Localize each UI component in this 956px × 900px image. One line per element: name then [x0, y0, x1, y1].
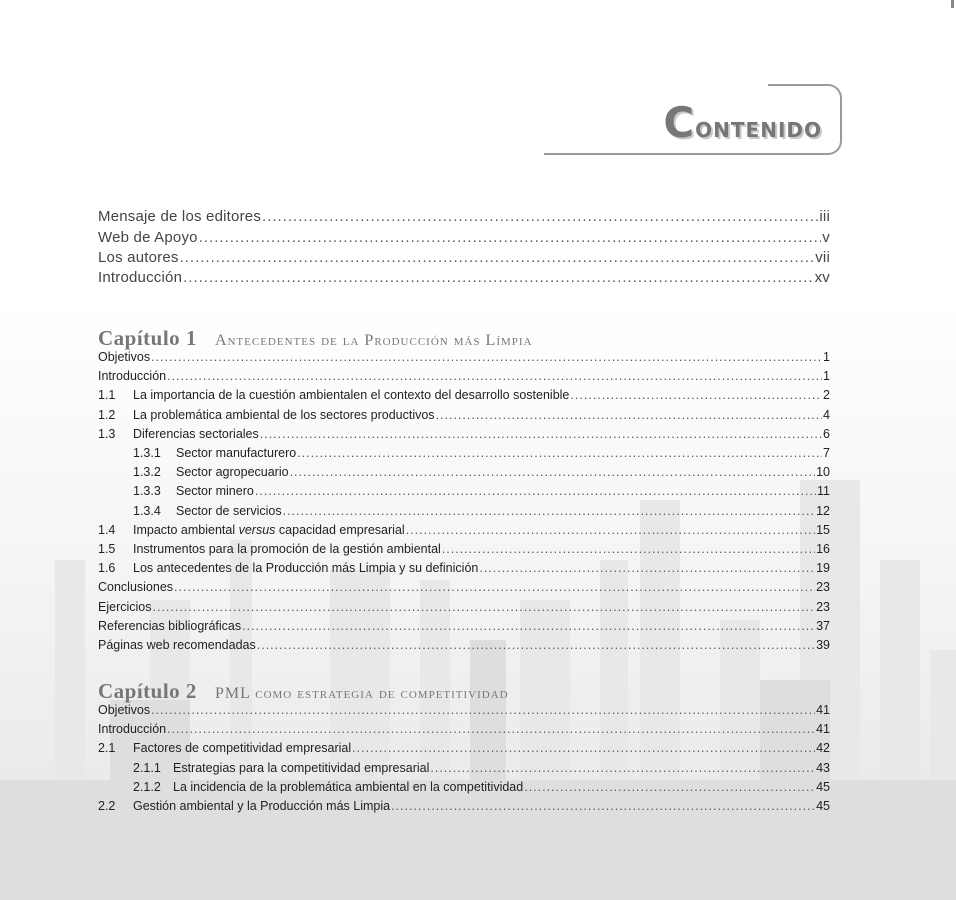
entry-label: La importancia de la cuestión ambientalen el contexto del desarrollo sostenible: [133, 388, 570, 403]
entry-number: 1.5: [98, 542, 116, 556]
entry-number: 2.1.2: [133, 779, 161, 794]
dot-leader: [570, 388, 822, 402]
toc-entry[interactable]: [98, 561, 830, 575]
toc-entry[interactable]: [98, 600, 830, 614]
page-number: 42: [816, 741, 830, 756]
toc-entry[interactable]: [98, 427, 830, 441]
entry-label: Gestión ambiental y la Producción más Limpia: [133, 799, 391, 813]
entry-label: Mensaje de los editores: [98, 208, 262, 225]
entry-label: Web de Apoyo: [98, 229, 198, 246]
dot-leader: [479, 561, 815, 575]
entry-label: Factores de competitividad empresarial: [133, 741, 352, 756]
entry-number: 1.2: [98, 407, 116, 422]
chapter-2-heading: [98, 679, 509, 704]
toc-entry[interactable]: [98, 638, 830, 652]
page-number: xv: [814, 269, 830, 286]
toc-entry[interactable]: [98, 580, 830, 594]
front-matter-item[interactable]: [98, 269, 830, 286]
entry-number: 1.1: [98, 388, 116, 403]
toc-entry[interactable]: [98, 465, 830, 479]
page-number: 41: [816, 703, 830, 717]
dot-leader: [406, 523, 815, 537]
page-number: 6: [823, 426, 830, 441]
entry-label: Objetivos: [98, 350, 151, 364]
dot-leader: [174, 580, 815, 594]
dot-leader: [153, 600, 816, 614]
toc-entry[interactable]: [98, 799, 830, 813]
chapter-2-number: Capítulo 2: [98, 679, 197, 703]
chapter-1-heading: [98, 326, 533, 351]
toc-entry[interactable]: [98, 542, 830, 556]
dot-leader: [180, 249, 815, 266]
page-number: 1: [823, 369, 830, 384]
toc-entry[interactable]: [98, 703, 830, 717]
dot-leader: [167, 722, 815, 736]
entry-number: 1.3: [98, 426, 116, 441]
entry-label: Objetivos: [98, 703, 151, 717]
toc-entry[interactable]: [98, 761, 830, 775]
dot-leader: [297, 446, 822, 460]
chapter-1-title: Antecedentes de la Producción más Límpia: [214, 332, 533, 349]
toc-entry[interactable]: [98, 408, 830, 422]
dot-leader: [391, 799, 815, 813]
page-number: 7: [823, 446, 830, 460]
entry-label: Introducción: [98, 269, 183, 286]
dot-leader: [352, 741, 815, 755]
entry-label: Referencias bibliográficas: [98, 618, 242, 633]
entry-number: 1.3.4: [133, 503, 161, 518]
toc-entry[interactable]: [98, 388, 830, 402]
entry-number: 1.3.2: [133, 465, 161, 480]
entry-number: 2.1.1: [133, 760, 161, 775]
toc-entry[interactable]: [98, 722, 830, 736]
dot-leader: [262, 208, 818, 225]
dot-leader: [199, 229, 822, 246]
entry-label: La problemática ambiental de los sectores productivos: [133, 407, 435, 422]
entry-label: Sector manufacturero: [176, 446, 297, 460]
page-number: 16: [816, 542, 830, 556]
toc-entry[interactable]: [98, 504, 830, 518]
page-number: 41: [816, 722, 830, 737]
page-number: iii: [819, 208, 830, 225]
page-number: 37: [816, 618, 830, 633]
entry-label: Instrumentos para la promoción de la gestión ambiental: [133, 542, 441, 556]
toc-entry[interactable]: [98, 741, 830, 755]
page-number: 15: [816, 522, 830, 537]
page-number: 11: [817, 484, 830, 499]
chapter-1-number: Capítulo 1: [98, 326, 197, 350]
toc-entry[interactable]: [98, 350, 830, 364]
dot-leader: [151, 703, 815, 717]
entry-label: Sector agropecuario: [176, 465, 289, 480]
page-number: v: [822, 229, 830, 246]
entry-label: Introducción: [98, 722, 167, 737]
front-matter-item[interactable]: [98, 229, 830, 246]
dot-leader: [436, 408, 822, 422]
entry-number: 1.4: [98, 522, 116, 537]
chapter-2-title: PML como estrategia de competitividad: [214, 685, 509, 702]
dot-leader: [290, 465, 816, 479]
entry-label: Conclusiones: [98, 580, 174, 595]
entry-label: Introducción: [98, 369, 167, 384]
dot-leader: [524, 780, 815, 794]
entry-number: 1.3.1: [133, 446, 161, 460]
title-frame: [544, 84, 842, 155]
entry-label: Sector de servicios: [176, 503, 282, 518]
entry-number: 2.2: [98, 799, 116, 813]
page-number: 23: [816, 580, 830, 595]
dot-leader: [242, 619, 815, 633]
page-number: 1: [823, 350, 830, 364]
toc-entry[interactable]: [98, 619, 830, 633]
dot-leader: [151, 350, 822, 364]
page-number: 45: [816, 779, 830, 794]
entry-label: Impacto ambiental versus capacidad empresarial: [133, 522, 405, 537]
entry-number: 2.1: [98, 741, 116, 756]
toc-entry[interactable]: [98, 369, 830, 383]
entry-label: Páginas web recomendadas: [98, 638, 256, 652]
dot-leader: [260, 427, 822, 441]
page-number: 45: [816, 799, 830, 813]
toc-entry[interactable]: [98, 484, 830, 498]
page-number: 43: [816, 760, 830, 775]
crop-mark: [951, 0, 954, 8]
page-number: 4: [823, 407, 830, 422]
dot-leader: [430, 761, 815, 775]
page-number: 12: [816, 503, 830, 518]
dot-leader: [257, 638, 815, 652]
entry-number: 1.6: [98, 561, 116, 576]
entry-label: Estrategias para la competitividad empresarial: [173, 760, 430, 775]
entry-label: Sector minero: [176, 484, 254, 499]
page-number: vii: [815, 249, 830, 266]
page-number: 23: [816, 599, 830, 614]
toc-entry[interactable]: [98, 446, 830, 460]
toc-entry[interactable]: [98, 780, 830, 794]
dot-leader: [183, 269, 813, 286]
front-matter-item[interactable]: [98, 249, 830, 266]
entry-label: Ejercicios: [98, 599, 152, 614]
dot-leader: [442, 542, 815, 556]
dot-leader: [255, 484, 816, 498]
front-matter-item[interactable]: [98, 208, 830, 225]
page-number: 2: [823, 388, 830, 403]
toc-entry[interactable]: [98, 523, 830, 537]
dot-leader: [283, 504, 815, 518]
entry-label: La incidencia de la problemática ambiental en la competitividad: [173, 779, 524, 794]
entry-label: Los autores: [98, 249, 179, 266]
entry-label: Los antecedentes de la Producción más Limpia y su definición: [133, 561, 479, 576]
entry-number: 1.3.3: [133, 484, 161, 499]
page-title: Contenido: [663, 98, 822, 147]
entry-label: Diferencias sectoriales: [133, 426, 259, 441]
page-number: 10: [816, 465, 830, 480]
dot-leader: [167, 369, 822, 383]
page-number: 39: [816, 638, 830, 652]
page-number: 19: [816, 561, 830, 576]
